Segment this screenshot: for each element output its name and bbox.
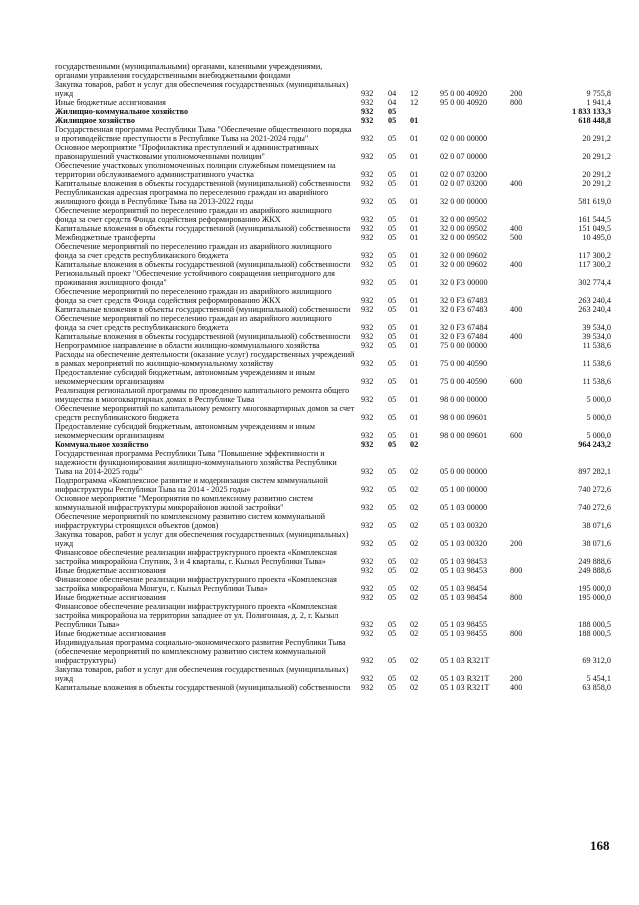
razdel-code: 05	[388, 566, 397, 575]
target-article-code: 02 0 07 00000	[440, 152, 488, 161]
amount: 964 243,2	[578, 440, 611, 449]
vedomstvo-code: 932	[361, 278, 374, 287]
amount: 39 534,0	[582, 332, 611, 341]
table-row	[0, 80, 639, 98]
table-row	[0, 341, 639, 350]
podrazdel-code: 02	[410, 539, 419, 548]
table-row	[0, 422, 639, 440]
expense-type-code: 600	[510, 377, 523, 386]
table-row	[0, 350, 639, 368]
row-name: Предоставление субсидий бюджетным, автономным учреждениям и иным некоммерческим организациям	[55, 368, 315, 386]
razdel-code: 05	[388, 332, 397, 341]
vedomstvo-code: 932	[361, 584, 374, 593]
razdel-code: 05	[388, 152, 397, 161]
razdel-code: 05	[388, 278, 397, 287]
podrazdel-code: 01	[410, 197, 419, 206]
table-row	[0, 332, 639, 341]
row-name: Иные бюджетные ассигнования	[55, 98, 166, 107]
table-row	[0, 530, 639, 548]
vedomstvo-code: 932	[361, 323, 374, 332]
amount: 302 774,4	[578, 278, 611, 287]
vedomstvo-code: 932	[361, 413, 374, 422]
row-name: Предоставление субсидий бюджетным, автономным учреждениям и иным некоммерческим организациям	[55, 422, 315, 440]
target-article-code: 32 0 00 00000	[440, 197, 488, 206]
row-name: Государственная программа Республики Тыва "Повышение эффективности и надежности функционирования жилищно-коммунального хозяйства Республики Тыва на 2014-2025 годы"	[55, 449, 337, 476]
row-name: Капитальные вложения в объекты государственной (муниципальной) собственности	[55, 683, 351, 692]
target-article-code: 75 0 00 00000	[440, 341, 488, 350]
vedomstvo-code: 932	[361, 134, 374, 143]
amount: 20 291,2	[582, 152, 611, 161]
row-name: Жилищное хозяйство	[55, 116, 135, 125]
amount: 5 000,0	[586, 395, 611, 404]
row-name: Республиканская адресная программа по переселению граждан из аварийного жилищного фонда в Республике Тыва на 2013-2022 годы	[55, 188, 329, 206]
vedomstvo-code: 932	[361, 107, 374, 116]
table-row	[0, 593, 639, 602]
razdel-code: 05	[388, 521, 397, 530]
target-article-code: 05 1 00 00000	[440, 485, 488, 494]
row-name: Основное мероприятие "Мероприятия по комплексному развитию систем коммунальной инфраструктуры микрорайонов жилой застройки"	[55, 494, 313, 512]
podrazdel-code: 02	[410, 566, 419, 575]
razdel-code: 05	[388, 485, 397, 494]
razdel-code: 04	[388, 89, 397, 98]
target-article-code: 32 0 00 09502	[440, 233, 488, 242]
razdel-code: 05	[388, 620, 397, 629]
target-article-code: 05 1 03 00320	[440, 539, 488, 548]
razdel-code: 05	[388, 629, 397, 638]
table-row	[0, 98, 639, 107]
table-row	[0, 143, 639, 161]
podrazdel-code: 01	[410, 278, 419, 287]
target-article-code: 32 0 F3 67484	[440, 323, 488, 332]
row-name: Закупка товаров, работ и услуг для обеспечения государственных (муниципальных) нужд	[55, 530, 349, 548]
amount: 9 755,8	[586, 89, 611, 98]
expense-type-code: 200	[510, 674, 523, 683]
target-article-code: 05 0 00 00000	[440, 467, 488, 476]
target-article-code: 95 0 00 40920	[440, 98, 488, 107]
row-name: Капитальные вложения в объекты государственной (муниципальной) собственности	[55, 260, 351, 269]
row-name: Основное мероприятие "Профилактика преступлений и административных правонарушений участковыми уполномоченными полиции"	[55, 143, 319, 161]
table-row	[0, 305, 639, 314]
podrazdel-code: 01	[410, 377, 419, 386]
table-row	[0, 404, 639, 422]
target-article-code: 05 1 03 98455	[440, 620, 488, 629]
amount: 249 888,6	[578, 566, 611, 575]
table-row	[0, 269, 639, 287]
razdel-code: 05	[388, 170, 397, 179]
table-row	[0, 125, 639, 143]
podrazdel-code: 01	[410, 179, 419, 188]
podrazdel-code: 01	[410, 305, 419, 314]
row-name: Закупка товаров, работ и услуг для обеспечения государственных (муниципальных) нужд	[55, 665, 349, 683]
podrazdel-code: 02	[410, 629, 419, 638]
podrazdel-code: 01	[410, 152, 419, 161]
table-row	[0, 62, 639, 80]
razdel-code: 05	[388, 305, 397, 314]
amount: 11 538,6	[582, 359, 611, 368]
row-name: Непрограммное направление в области жилищно-коммунального хозяйства	[55, 341, 320, 350]
target-article-code: 05 1 03 00320	[440, 521, 488, 530]
table-row	[0, 449, 639, 476]
vedomstvo-code: 932	[361, 305, 374, 314]
amount: 195 000,0	[578, 584, 611, 593]
amount: 195 000,0	[578, 593, 611, 602]
podrazdel-code: 02	[410, 503, 419, 512]
amount: 897 282,1	[578, 467, 611, 476]
target-article-code: 02 0 07 03200	[440, 179, 488, 188]
row-name: Обеспечение мероприятий по переселению граждан из аварийного жилищного фонда за счет средств Фонда содействия реформированию ЖКХ	[55, 206, 332, 224]
amount: 10 495,0	[582, 233, 611, 242]
podrazdel-code: 02	[410, 467, 419, 476]
podrazdel-code: 01	[410, 296, 419, 305]
amount: 39 534,0	[582, 323, 611, 332]
amount: 20 291,2	[582, 179, 611, 188]
vedomstvo-code: 932	[361, 233, 374, 242]
target-article-code: 05 1 03 R321T	[440, 674, 490, 683]
amount: 740 272,6	[578, 503, 611, 512]
amount: 5 000,0	[586, 413, 611, 422]
table-row	[0, 206, 639, 224]
target-article-code: 02 0 07 03200	[440, 170, 488, 179]
amount: 151 049,5	[578, 224, 611, 233]
target-article-code: 05 1 03 98453	[440, 557, 488, 566]
vedomstvo-code: 932	[361, 467, 374, 476]
podrazdel-code: 02	[410, 557, 419, 566]
target-article-code: 98 0 00 09601	[440, 413, 488, 422]
podrazdel-code: 02	[410, 593, 419, 602]
expense-type-code: 800	[510, 629, 523, 638]
amount: 38 071,6	[582, 539, 611, 548]
podrazdel-code: 01	[410, 341, 419, 350]
table-row	[0, 107, 639, 116]
target-article-code: 32 0 F3 67483	[440, 296, 488, 305]
table-row	[0, 494, 639, 512]
table-row	[0, 638, 639, 665]
amount: 69 312,0	[582, 656, 611, 665]
razdel-code: 04	[388, 98, 397, 107]
podrazdel-code: 01	[410, 224, 419, 233]
row-name: Региональный проект "Обеспечение устойчивого сокращения непригодного для проживания жилищного фонда"	[55, 269, 335, 287]
table-row	[0, 188, 639, 206]
razdel-code: 05	[388, 224, 397, 233]
row-name: Обеспечение мероприятий по переселению граждан из аварийного жилищного фонда за счет средств республиканского бюджета	[55, 242, 332, 260]
amount: 20 291,2	[582, 134, 611, 143]
expense-type-code: 800	[510, 566, 523, 575]
table-row	[0, 602, 639, 629]
table-row	[0, 683, 639, 692]
razdel-code: 05	[388, 557, 397, 566]
table-row	[0, 386, 639, 404]
razdel-code: 05	[388, 377, 397, 386]
row-name: Иные бюджетные ассигнования	[55, 629, 166, 638]
target-article-code: 02 0 00 00000	[440, 134, 488, 143]
razdel-code: 05	[388, 260, 397, 269]
razdel-code: 05	[388, 341, 397, 350]
amount: 5 000,0	[586, 431, 611, 440]
target-article-code: 32 0 F3 00000	[440, 278, 488, 287]
razdel-code: 05	[388, 395, 397, 404]
row-name: Финансовое обеспечение реализации инфраструктурного проекта «Комплексная застройка микрорайона Монгун, г. Кызыл Республики Тыва»	[55, 575, 337, 593]
table-row	[0, 629, 639, 638]
target-article-code: 05 1 03 R321T	[440, 656, 490, 665]
podrazdel-code: 01	[410, 359, 419, 368]
amount: 63 858,0	[582, 683, 611, 692]
table-row	[0, 287, 639, 305]
razdel-code: 05	[388, 179, 397, 188]
row-name: Индивидуальная программа социально-экономического развития Республики Тыва (обеспечение мероприятий по комплексному развитию систем коммунальной инфраструктуры)	[55, 638, 346, 665]
expense-type-code: 400	[510, 332, 523, 341]
vedomstvo-code: 932	[361, 656, 374, 665]
table-row	[0, 161, 639, 179]
table-row	[0, 233, 639, 242]
vedomstvo-code: 932	[361, 224, 374, 233]
expense-type-code: 400	[510, 224, 523, 233]
razdel-code: 05	[388, 440, 397, 449]
podrazdel-code: 01	[410, 413, 419, 422]
row-name: Закупка товаров, работ и услуг для обеспечения государственных (муниципальных) нужд	[55, 80, 349, 98]
razdel-code: 05	[388, 503, 397, 512]
vedomstvo-code: 932	[361, 215, 374, 224]
vedomstvo-code: 932	[361, 629, 374, 638]
razdel-code: 05	[388, 413, 397, 422]
razdel-code: 05	[388, 674, 397, 683]
razdel-code: 05	[388, 359, 397, 368]
vedomstvo-code: 932	[361, 197, 374, 206]
podrazdel-code: 02	[410, 440, 419, 449]
vedomstvo-code: 932	[361, 620, 374, 629]
target-article-code: 98 0 00 09601	[440, 431, 488, 440]
vedomstvo-code: 932	[361, 503, 374, 512]
razdel-code: 05	[388, 233, 397, 242]
podrazdel-code: 01	[410, 215, 419, 224]
razdel-code: 05	[388, 539, 397, 548]
row-name: Иные бюджетные ассигнования	[55, 566, 166, 575]
row-name: Обеспечение мероприятий по комплексному развитию систем коммунальной инфраструктуры строящихся объектов (домов)	[55, 512, 325, 530]
razdel-code: 05	[388, 296, 397, 305]
row-name: Капитальные вложения в объекты государственной (муниципальной) собственности	[55, 224, 351, 233]
podrazdel-code: 02	[410, 683, 419, 692]
table-row	[0, 116, 639, 125]
vedomstvo-code: 932	[361, 485, 374, 494]
row-name: Иные бюджетные ассигнования	[55, 593, 166, 602]
target-article-code: 32 0 00 09602	[440, 260, 488, 269]
vedomstvo-code: 932	[361, 332, 374, 341]
amount: 263 240,4	[578, 296, 611, 305]
expense-type-code: 400	[510, 260, 523, 269]
razdel-code: 05	[388, 656, 397, 665]
amount: 263 240,4	[578, 305, 611, 314]
razdel-code: 05	[388, 197, 397, 206]
target-article-code: 75 0 00 40590	[440, 377, 488, 386]
vedomstvo-code: 932	[361, 539, 374, 548]
vedomstvo-code: 932	[361, 260, 374, 269]
amount: 1 833 133,3	[572, 107, 611, 116]
vedomstvo-code: 932	[361, 683, 374, 692]
expense-type-code: 400	[510, 683, 523, 692]
podrazdel-code: 02	[410, 656, 419, 665]
table-row	[0, 260, 639, 269]
amount: 188 000,5	[578, 629, 611, 638]
amount: 11 538,6	[582, 377, 611, 386]
razdel-code: 05	[388, 431, 397, 440]
page-number: 168	[590, 838, 610, 853]
razdel-code: 05	[388, 683, 397, 692]
podrazdel-code: 01	[410, 332, 419, 341]
row-name: Обеспечение мероприятий по переселению граждан из аварийного жилищного фонда за счет средств Фонда содействия реформированию ЖКХ	[55, 287, 332, 305]
budget-table	[0, 62, 639, 692]
amount: 1 941,4	[586, 98, 611, 107]
amount: 249 888,6	[578, 557, 611, 566]
row-name: Жилищно-коммунальное хозяйство	[55, 107, 189, 116]
vedomstvo-code: 932	[361, 152, 374, 161]
expense-type-code: 800	[510, 98, 523, 107]
target-article-code: 05 1 03 R321T	[440, 683, 490, 692]
vedomstvo-code: 932	[361, 251, 374, 260]
amount: 618 448,8	[578, 116, 611, 125]
vedomstvo-code: 932	[361, 116, 374, 125]
podrazdel-code: 02	[410, 521, 419, 530]
razdel-code: 05	[388, 134, 397, 143]
expense-type-code: 400	[510, 179, 523, 188]
expense-type-code: 400	[510, 305, 523, 314]
row-name: Обеспечение мероприятий по капитальному ремонту многоквартирных домов за счет средств республиканского бюджета	[55, 404, 355, 422]
expense-type-code: 200	[510, 539, 523, 548]
vedomstvo-code: 932	[361, 674, 374, 683]
podrazdel-code: 12	[410, 89, 419, 98]
vedomstvo-code: 932	[361, 98, 374, 107]
table-row	[0, 665, 639, 683]
podrazdel-code: 01	[410, 116, 419, 125]
amount: 11 538,6	[582, 341, 611, 350]
target-article-code: 05 1 03 98454	[440, 584, 488, 593]
razdel-code: 05	[388, 215, 397, 224]
razdel-code: 05	[388, 467, 397, 476]
row-name: государственными (муниципальными) органами, казенными учреждениями, органами управления государственными внебюджетными фондами	[55, 62, 323, 80]
razdel-code: 05	[388, 116, 397, 125]
row-name: Реализация региональной программы по проведению капитального ремонта общего имущества в многоквартирных домах в Республике Тыва	[55, 386, 350, 404]
amount: 188 000,5	[578, 620, 611, 629]
table-row	[0, 242, 639, 260]
row-name: Коммунальное хозяйство	[55, 440, 149, 449]
amount: 740 272,6	[578, 485, 611, 494]
row-name: Государственная программа Республики Тыва "Обеспечение общественного порядка и противодействие преступности в Республике Тыва на 2021-2024 годы"	[55, 125, 352, 143]
razdel-code: 05	[388, 323, 397, 332]
row-name: Финансовое обеспечение реализации инфраструктурного проекта «Комплексная застройка микрорайона на территории западнее от ул. Полигонная, д. 2, г. Кызыл Республики Тыва»	[55, 602, 339, 629]
vedomstvo-code: 932	[361, 440, 374, 449]
table-row	[0, 512, 639, 530]
vedomstvo-code: 932	[361, 557, 374, 566]
podrazdel-code: 01	[410, 170, 419, 179]
razdel-code: 05	[388, 107, 397, 116]
table-row	[0, 548, 639, 566]
podrazdel-code: 01	[410, 233, 419, 242]
podrazdel-code: 01	[410, 251, 419, 260]
expense-type-code: 500	[510, 233, 523, 242]
vedomstvo-code: 932	[361, 521, 374, 530]
podrazdel-code: 01	[410, 395, 419, 404]
amount: 38 071,6	[582, 521, 611, 530]
table-row	[0, 476, 639, 494]
vedomstvo-code: 932	[361, 89, 374, 98]
row-name: Капитальные вложения в объекты государственной (муниципальной) собственности	[55, 179, 351, 188]
amount: 581 619,0	[578, 197, 611, 206]
vedomstvo-code: 932	[361, 170, 374, 179]
razdel-code: 05	[388, 251, 397, 260]
target-article-code: 32 0 00 09502	[440, 215, 488, 224]
amount: 161 544,5	[578, 215, 611, 224]
podrazdel-code: 01	[410, 323, 419, 332]
expense-type-code: 600	[510, 431, 523, 440]
target-article-code: 05 1 03 98453	[440, 566, 488, 575]
table-row	[0, 440, 639, 449]
razdel-code: 05	[388, 593, 397, 602]
table-row	[0, 566, 639, 575]
target-article-code: 95 0 00 40920	[440, 89, 488, 98]
table-row	[0, 179, 639, 188]
expense-type-code: 800	[510, 593, 523, 602]
target-article-code: 32 0 F3 67483	[440, 305, 488, 314]
podrazdel-code: 12	[410, 98, 419, 107]
target-article-code: 32 0 F3 67484	[440, 332, 488, 341]
row-name: Подпрограмма «Комплексное развитие и модернизация систем коммунальной инфраструктуры Республики Тыва на 2014 - 2025 годы»	[55, 476, 328, 494]
target-article-code: 05 1 03 00000	[440, 503, 488, 512]
vedomstvo-code: 932	[361, 377, 374, 386]
podrazdel-code: 01	[410, 260, 419, 269]
target-article-code: 75 0 00 40590	[440, 359, 488, 368]
vedomstvo-code: 932	[361, 593, 374, 602]
target-article-code: 32 0 00 09502	[440, 224, 488, 233]
row-name: Капитальные вложения в объекты государственной (муниципальной) собственности	[55, 332, 351, 341]
target-article-code: 05 1 03 98455	[440, 629, 488, 638]
razdel-code: 05	[388, 584, 397, 593]
table-row	[0, 314, 639, 332]
podrazdel-code: 01	[410, 431, 419, 440]
vedomstvo-code: 932	[361, 359, 374, 368]
vedomstvo-code: 932	[361, 179, 374, 188]
expense-type-code: 200	[510, 89, 523, 98]
vedomstvo-code: 932	[361, 296, 374, 305]
target-article-code: 98 0 00 00000	[440, 395, 488, 404]
amount: 117 300,2	[578, 251, 611, 260]
row-name: Обеспечение мероприятий по переселению граждан из аварийного жилищного фонда за счет средств республиканского бюджета	[55, 314, 332, 332]
row-name: Капитальные вложения в объекты государственной (муниципальной) собственности	[55, 305, 351, 314]
vedomstvo-code: 932	[361, 341, 374, 350]
vedomstvo-code: 932	[361, 395, 374, 404]
row-name: Обеспечение участковых уполномоченных полиции служебным помещением на территории обслуживаемого административного участка	[55, 161, 336, 179]
vedomstvo-code: 932	[361, 431, 374, 440]
amount: 5 454,1	[586, 674, 611, 683]
row-name: Финансовое обеспечение реализации инфраструктурного проекта «Комплексная застройка микрорайона Спутник, 3 и 4 кварталы, г. Кызыл Республики Тыва»	[55, 548, 337, 566]
table-row	[0, 575, 639, 593]
podrazdel-code: 02	[410, 674, 419, 683]
podrazdel-code: 02	[410, 584, 419, 593]
target-article-code: 05 1 03 98454	[440, 593, 488, 602]
amount: 117 300,2	[578, 260, 611, 269]
vedomstvo-code: 932	[361, 566, 374, 575]
table-row	[0, 224, 639, 233]
podrazdel-code: 02	[410, 485, 419, 494]
table-row	[0, 368, 639, 386]
target-article-code: 32 0 00 09602	[440, 251, 488, 260]
podrazdel-code: 01	[410, 134, 419, 143]
podrazdel-code: 02	[410, 620, 419, 629]
row-name: Межбюджетные трансферты	[55, 233, 156, 242]
amount: 20 291,2	[582, 170, 611, 179]
row-name: Расходы на обеспечение деятельности (оказание услуг) государственных учреждений в рамках мероприятий по жилищно-коммунальному хозяйству	[55, 350, 355, 368]
